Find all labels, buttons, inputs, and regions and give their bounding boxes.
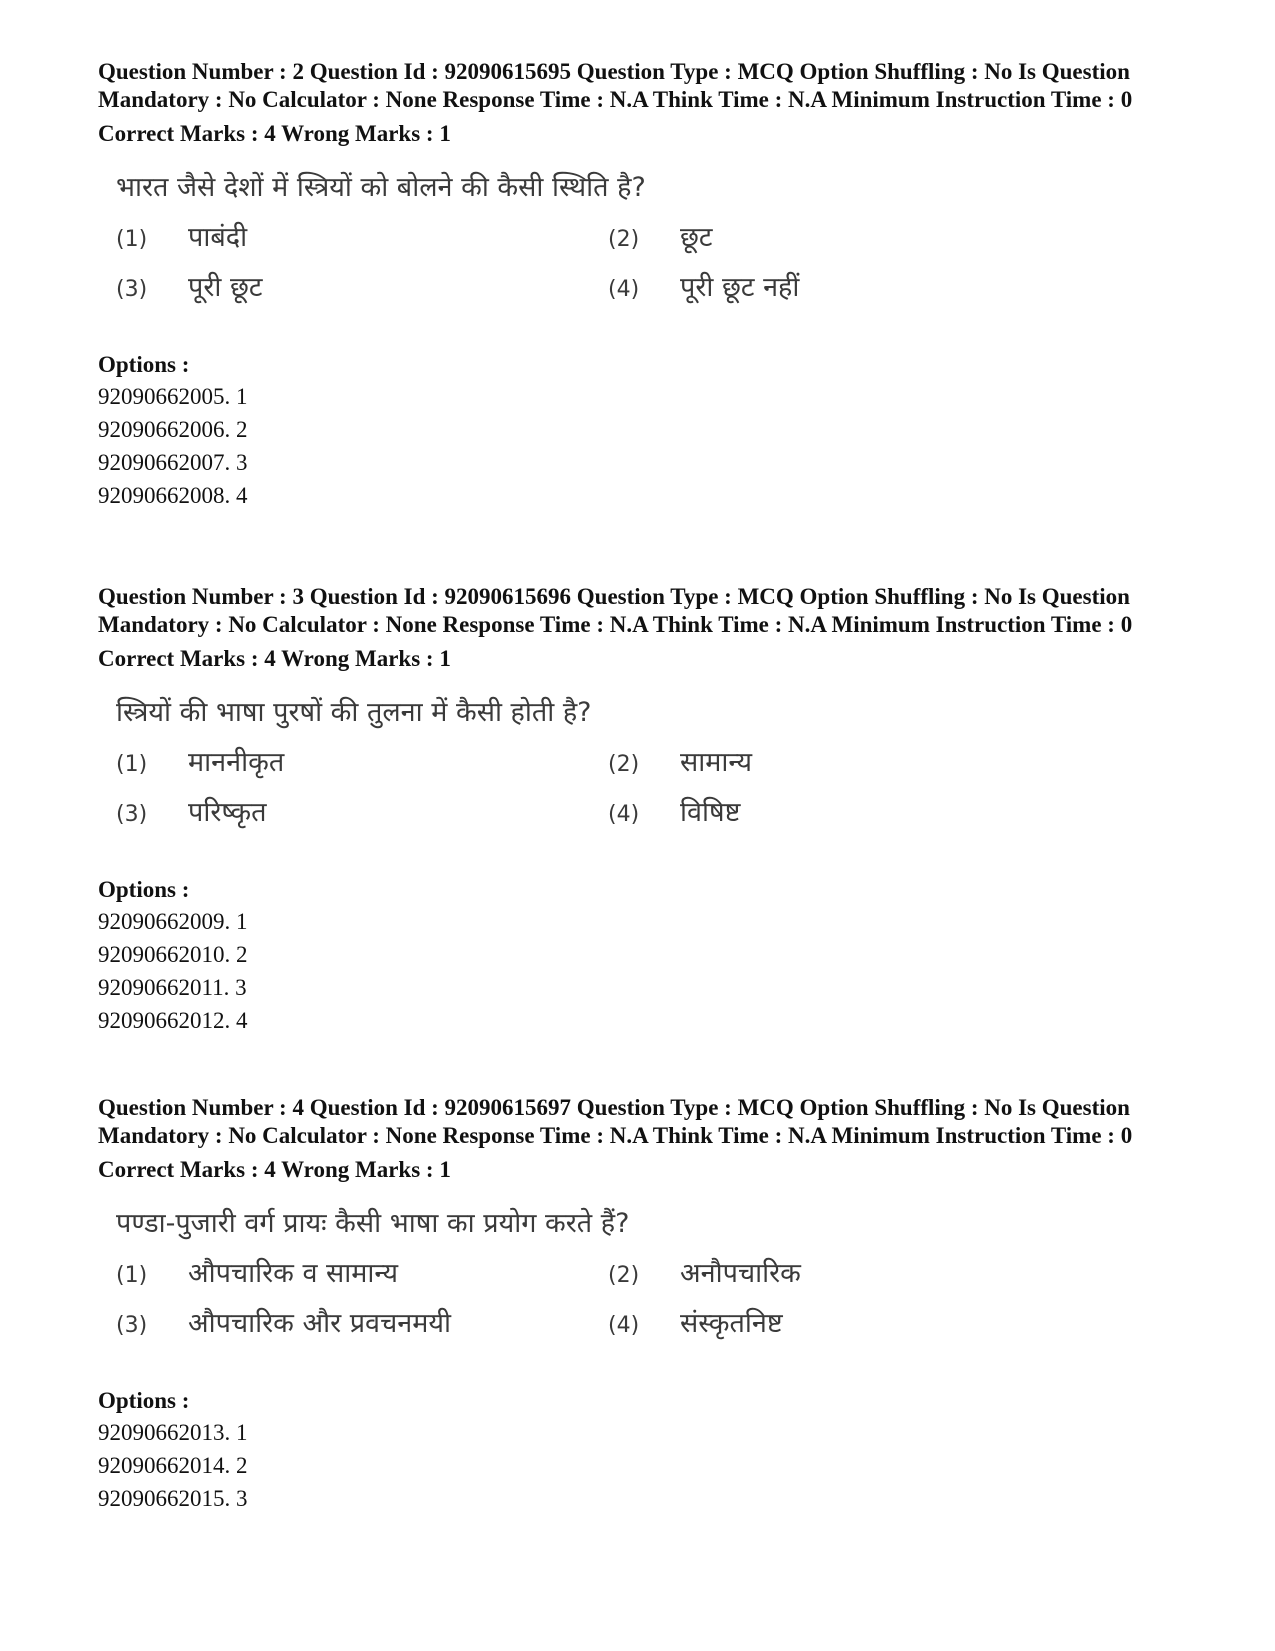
option-id-line: 92090662005. 1: [98, 384, 248, 409]
option-id-line: 92090662008. 4: [98, 483, 248, 508]
choice-text: पाबंदी: [188, 222, 248, 253]
question-meta: Question Number : 4 Question Id : 92090615697 Question Type : MCQ Option Shuffling : No Is Question Mandatory : No Calculator : None Response Time : N.A Think Time : N.A Minimum Instruction Time : 0: [98, 1095, 1133, 1148]
option-id-line: 92090662009. 1: [98, 909, 248, 934]
question-marks: Correct Marks : 4 Wrong Marks : 1: [98, 646, 451, 671]
choice-text: संस्कृतनिष्ट: [680, 1308, 783, 1339]
choice-number: (4): [608, 802, 640, 827]
options-label: Options :: [98, 352, 190, 377]
choice-number: (3): [116, 802, 148, 827]
question-text: भारत जैसे देशों में स्त्रियों को बोलने की कैसी स्थिति है?: [116, 172, 646, 203]
question-block-4: [98, 1094, 1178, 1515]
choice-number: (2): [608, 1263, 640, 1288]
option-id-line: 92090662010. 2: [98, 942, 248, 967]
choice-text: औपचारिक व सामान्य: [188, 1258, 399, 1289]
option-id-line: 92090662014. 2: [98, 1453, 248, 1478]
question-text: स्त्रियों की भाषा पुरषों की तुलना में कैसी होती है?: [116, 697, 592, 728]
options-label: Options :: [98, 1388, 190, 1413]
question-meta: Question Number : 2 Question Id : 92090615695 Question Type : MCQ Option Shuffling : No Is Question Mandatory : No Calculator : None Response Time : N.A Think Time : N.A Minimum Instruction Time : 0: [98, 59, 1133, 112]
question-marks: Correct Marks : 4 Wrong Marks : 1: [98, 1157, 451, 1182]
question-marks: Correct Marks : 4 Wrong Marks : 1: [98, 121, 451, 146]
choice-number: (2): [608, 227, 640, 252]
option-id-line: 92090662013. 1: [98, 1420, 248, 1445]
option-id-line: 92090662012. 4: [98, 1008, 248, 1033]
choice-number: (3): [116, 1313, 148, 1338]
option-id-line: 92090662007. 3: [98, 450, 248, 475]
option-id-line: 92090662011. 3: [98, 975, 247, 1000]
choice-text: पूरी छूट नहीं: [680, 272, 800, 303]
choice-text: परिष्कृत: [188, 797, 267, 828]
choice-number: (1): [116, 752, 148, 777]
choice-text: सामान्य: [680, 747, 753, 778]
question-meta: Question Number : 3 Question Id : 92090615696 Question Type : MCQ Option Shuffling : No Is Question Mandatory : No Calculator : None Response Time : N.A Think Time : N.A Minimum Instruction Time : 0: [98, 584, 1133, 637]
choice-number: (1): [116, 227, 148, 252]
question-content: [98, 1204, 1178, 1376]
question-content: [98, 168, 1178, 340]
question-block-2: [98, 58, 1178, 512]
choice-text: माननीकृत: [188, 747, 285, 778]
option-id-line: 92090662006. 2: [98, 417, 248, 442]
option-id-line: 92090662015. 3: [98, 1486, 248, 1511]
choice-text: छूट: [680, 222, 713, 253]
options-label: Options :: [98, 877, 190, 902]
question-text: पण्डा-पुजारी वर्ग प्रायः कैसी भाषा का प्रयोग करते हैं?: [116, 1208, 630, 1239]
question-content: [98, 693, 1178, 865]
question-block-3: [98, 583, 1178, 1037]
choice-number: (3): [116, 277, 148, 302]
choice-text: विषिष्ट: [680, 797, 741, 828]
choice-text: पूरी छूट: [188, 272, 263, 303]
choice-number: (1): [116, 1263, 148, 1288]
choice-number: (4): [608, 277, 640, 302]
choice-text: अनौपचारिक: [680, 1258, 801, 1289]
choice-number: (4): [608, 1313, 640, 1338]
choice-number: (2): [608, 752, 640, 777]
choice-text: औपचारिक और प्रवचनमयी: [188, 1308, 451, 1339]
